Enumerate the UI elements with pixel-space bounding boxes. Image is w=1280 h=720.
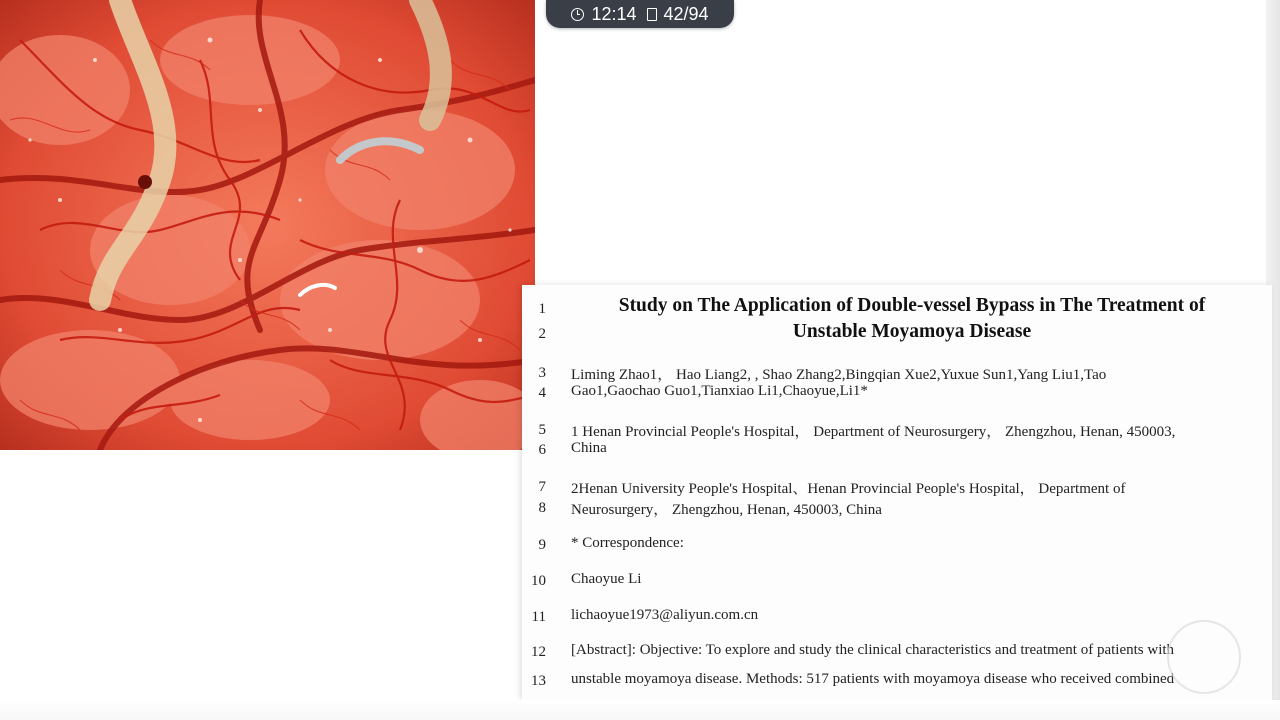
affiliation-1-line-2: China	[571, 440, 607, 456]
page-counter: 42/94	[663, 3, 709, 24]
paper-title: Study on The Application of Double-vessel Bypass in The Treatment of	[618, 295, 1206, 316]
abstract-text-line-2: unstable moyamoya disease. Methods: 517 patients with moyamoya disease who received combined	[571, 671, 1175, 687]
line-number: 6	[538, 442, 546, 458]
correspondence-email: lichaoyue1973@aliyun.com.cn	[571, 607, 759, 623]
bottom-fade	[0, 700, 1280, 720]
line-number: 11	[531, 609, 546, 625]
abstract-text: [Abstract]: Objective: To explore and study the clinical characteristics and treatment of patients with	[571, 642, 1175, 658]
correspondence-name: Chaoyue Li	[571, 571, 642, 587]
line-number: 7	[538, 479, 546, 495]
surgical-brain-photo	[0, 0, 535, 450]
page-icon	[647, 8, 657, 21]
line-number: 1	[538, 301, 546, 317]
line-number: 3	[538, 365, 546, 381]
paper-title-line-2: Unstable Moyamoya Disease	[792, 321, 1032, 342]
document-page	[522, 285, 1272, 700]
status-pill	[546, 0, 734, 28]
author-list-line-2: Gao1,Gaochao Guo1,Tianxiao Li1,Chaoyue,Li1*	[571, 383, 868, 399]
affiliation-2: 2Henan University People's Hospital、Henan Provincial People's Hospital， Department of	[571, 481, 1126, 497]
correspondence-label: * Correspondence:	[571, 535, 684, 551]
line-number: 9	[538, 537, 546, 553]
line-number: 10	[531, 573, 546, 589]
line-number: 12	[531, 644, 546, 660]
author-list: Liming Zhao1， Hao Liang2, , Shao Zhang2,Bingqian Xue2,Yuxue Sun1,Yang Liu1,Tao	[571, 367, 1107, 383]
status-time: 12:14	[591, 3, 637, 24]
clock-icon	[571, 8, 584, 21]
line-number: 8	[538, 500, 546, 516]
affiliation-2-line-2: Neurosurgery， Zhengzhou, Henan, 450003, China	[571, 502, 882, 518]
affiliation-1: 1 Henan Provincial People's Hospital， Department of Neurosurgery， Zhengzhou, Henan, 450003,	[571, 424, 1176, 440]
line-number: 2	[538, 326, 546, 342]
line-number: 5	[538, 422, 546, 438]
line-number: 13	[531, 673, 546, 689]
watermark	[1167, 620, 1241, 694]
line-number: 4	[538, 385, 546, 401]
